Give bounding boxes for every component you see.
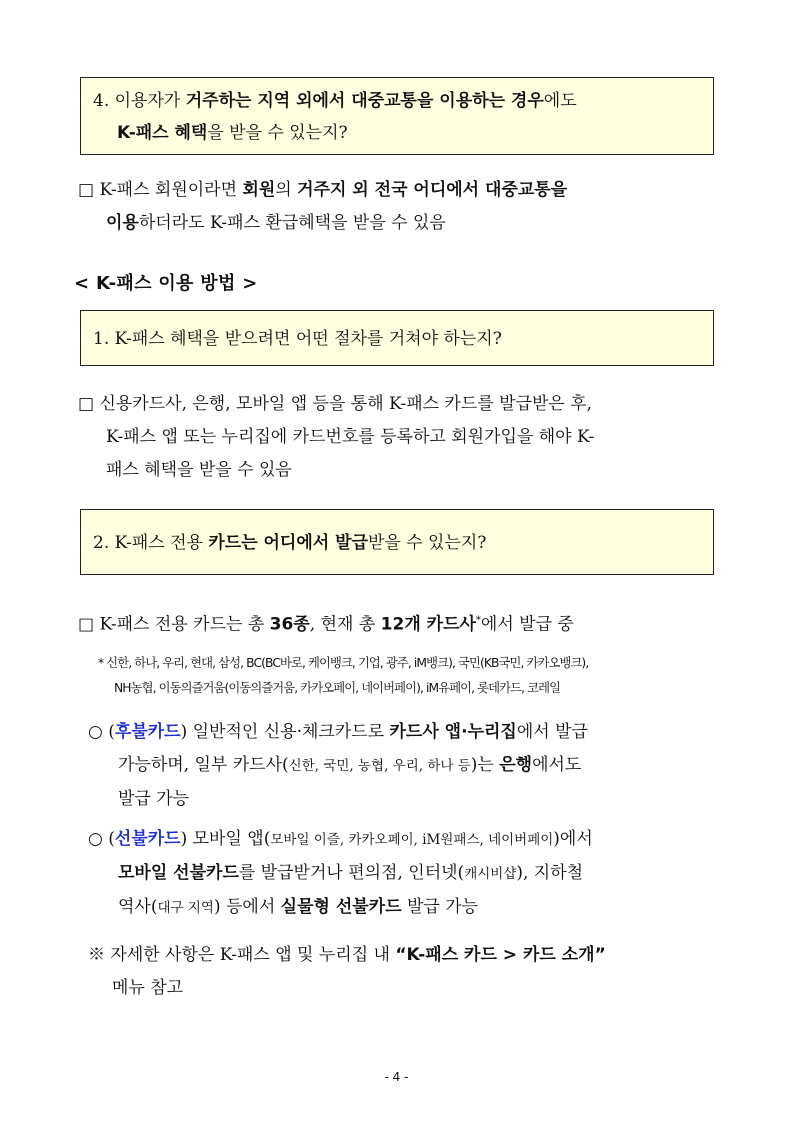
postpaid-line-3: 발급 가능 (118, 789, 190, 809)
reference-line-1: ※ 자세한 사항은 K-패스 앱 및 누리집 내 “K-패스 카드 > 카드 소개” (88, 945, 606, 965)
answer-1 (78, 388, 718, 487)
answer-2 (78, 604, 718, 642)
postpaid-line-2: 가능하며, 일부 카드사(신한, 국민, 농협, 우리, 하나 등)는 은행에서도 (118, 755, 582, 775)
postpaid-label: 후불카드 (114, 722, 181, 742)
page-number: - 4 - (384, 1070, 409, 1084)
question-1-text: 1. K-패스 혜택을 받으려면 어떤 절차를 거쳐야 하는지? (93, 329, 502, 349)
question-4-line-2: K-패스 혜택을 받을 수 있는지? (117, 123, 348, 143)
answer-4-line-1: □ K-패스 회원이라면 회원의 거주지 외 전국 어디에서 대중교통을 (78, 180, 568, 200)
question-2-box (80, 509, 714, 575)
section-heading: < K-패스 이용 방법 > (74, 273, 258, 294)
question-4-line-1: 4. 이용자가 거주하는 지역 외에서 대중교통을 이용하는 경우에도 (93, 91, 577, 111)
question-1-box (80, 310, 714, 366)
prepaid-line-2: 모바일 선불카드를 발급받거나 편의점, 인터넷(캐시비샵), 지하철 (118, 863, 584, 883)
postpaid-card-item (88, 716, 720, 816)
answer-1-line-2: K-패스 앱 또는 누리집에 카드번호를 등록하고 회원가입을 해야 K- (106, 427, 595, 447)
prepaid-line-3: 역사(대구 지역) 등에서 실물형 선불카드 발급 가능 (118, 897, 479, 917)
footnote-line-1: * 신한, 하나, 우리, 현대, 삼성, BC(BC바로, 케이뱅크, 기업, 광주, iM뱅크), 국민(KB국민, 카카오뱅크), (98, 656, 589, 670)
answer-1-line-3: 패스 혜택을 받을 수 있음 (106, 460, 292, 480)
answer-4-line-2: 이용하더라도 K-패스 환급혜택을 받을 수 있음 (106, 213, 446, 233)
reference-note (88, 939, 720, 1005)
answer-4 (78, 174, 718, 240)
question-2-text: 2. K-패스 전용 카드는 어디에서 발급받을 수 있는지? (93, 533, 487, 553)
prepaid-line-1: ○ (선불카드) 모바일 앱(모바일 이즐, 카카오페이, iM원패스, 네이버페이)에서 (88, 829, 593, 849)
answer-2-line-1: □ K-패스 전용 카드는 총 36종, 현재 총 12개 카드사*에서 발급 중 (78, 614, 574, 635)
question-4-box (80, 77, 714, 155)
reference-line-2: 메뉴 참고 (112, 978, 184, 998)
postpaid-line-1: ○ (후불카드) 일반적인 신용·체크카드로 카드사 앱·누리집에서 발급 (88, 722, 588, 742)
prepaid-label: 선불카드 (114, 829, 181, 849)
card-company-footnote (98, 651, 738, 701)
footnote-line-2: NH농협, 이동의즐거움(이동의즐거움, 카카오페이, 네이버페이), iM유페이, 롯데카드, 코레일 (114, 681, 561, 695)
prepaid-card-item (88, 823, 720, 925)
answer-1-line-1: □ 신용카드사, 은행, 모바일 앱 등을 통해 K-패스 카드를 발급받은 후, (78, 394, 593, 414)
question-4-text (93, 85, 705, 149)
